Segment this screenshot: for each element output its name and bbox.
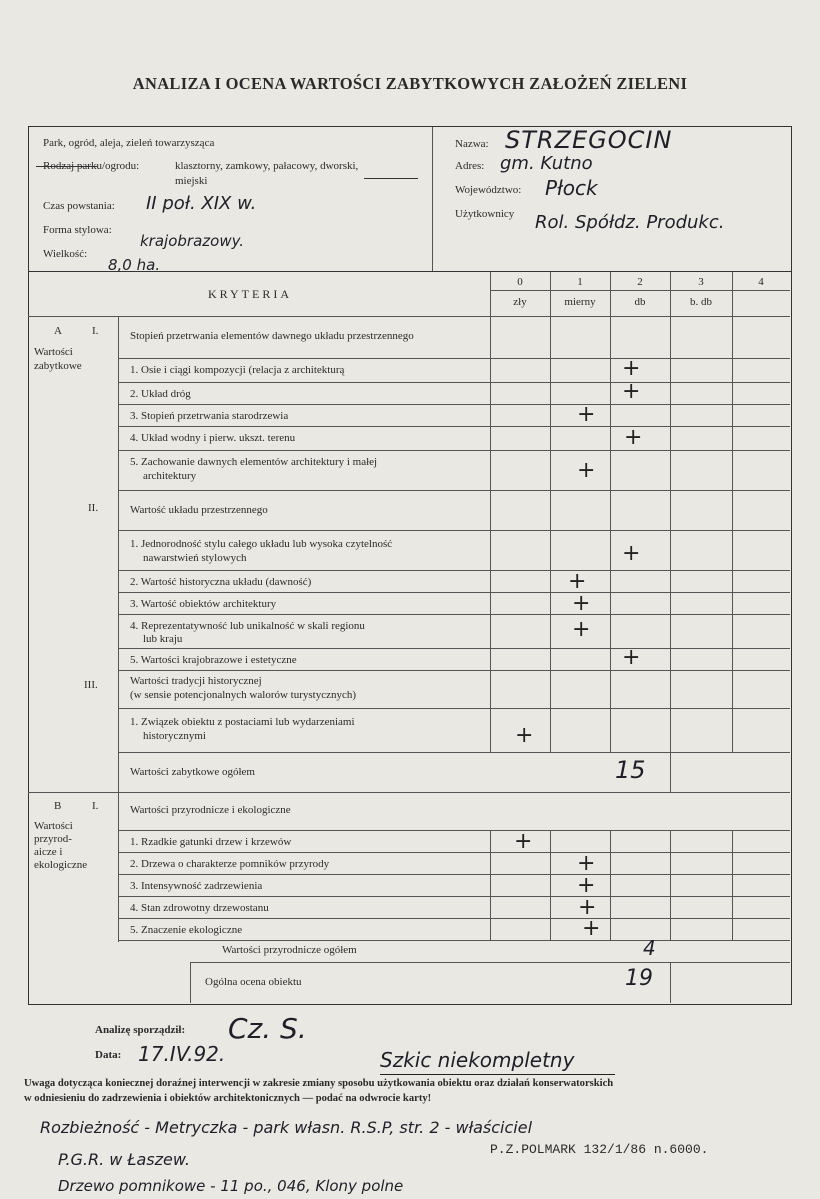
row-line <box>118 450 790 451</box>
rating-mark: + <box>578 895 597 920</box>
overall-value: 19 <box>625 966 653 991</box>
rating-mark: + <box>622 541 641 566</box>
row-line <box>118 874 790 875</box>
form-code: P.Z.POLMARK 132/1/86 n.6000. <box>490 1142 709 1157</box>
row-line <box>118 648 790 649</box>
overall-col-line <box>670 962 671 1003</box>
criterion-row-cont: historycznymi <box>143 730 206 742</box>
handwritten-note: Rozbieżność - Metryczka - park własn. R.S.P, str. 2 - właściciel <box>40 1118 533 1137</box>
uzytk-label: Użytkownicy <box>455 208 515 220</box>
rating-mark: + <box>572 591 591 616</box>
row-line <box>118 426 790 427</box>
rating-mark: + <box>622 645 641 670</box>
row-line <box>118 830 790 831</box>
forma-value: krajobrazowy. <box>140 232 245 250</box>
handwritten-note: P.G.R. w Łaszew. <box>58 1150 190 1169</box>
section-b-label: aicze i <box>34 846 63 858</box>
section-b-letter: B <box>54 800 62 812</box>
nazwa-value: STRZEGOCIN <box>505 126 673 154</box>
criterion-row: 1. Rzadkie gatunki drzew i krzewów <box>130 836 292 848</box>
group-title-cont: (w sensie potencjonalnych walorów turystycznych) <box>130 689 357 701</box>
row-line <box>118 530 790 531</box>
criterion-row: 5. Zachowanie dawnych elementów architektury i małej <box>130 456 378 468</box>
row-line <box>118 614 790 615</box>
criterion-row: 5. Wartości krajobrazowe i estetyczne <box>130 654 297 666</box>
section-b-label: ekologiczne <box>34 859 88 871</box>
analize-signature: Cz. S. <box>228 1012 307 1045</box>
row-line <box>118 896 790 897</box>
rating-mark: + <box>577 458 596 483</box>
section-a-roman-3: III. <box>84 679 98 691</box>
rodzaj-label: Rodzaj parku/ogrodu: <box>43 160 140 172</box>
rating-mark: + <box>577 873 596 898</box>
row-line <box>118 358 790 359</box>
rodzaj-options-2: miejski <box>175 175 208 187</box>
criterion-row-cont: architektury <box>143 470 197 482</box>
header-divider <box>432 127 433 271</box>
scale-word-1: mierny <box>564 296 596 308</box>
data-value: 17.IV.92. <box>138 1042 226 1066</box>
czas-value: II poł. XIX w. <box>146 193 257 214</box>
analize-label: Analizę sporządził: <box>95 1024 186 1036</box>
row-line <box>190 962 790 963</box>
woj-value: Płock <box>545 176 598 200</box>
nazwa-label: Nazwa: <box>455 138 489 150</box>
section-a-label: Wartości <box>34 346 73 358</box>
section-divider <box>28 792 790 793</box>
row-line <box>118 570 790 571</box>
section-a-letter: A <box>54 325 62 337</box>
group-title: Wartość układu przestrzennego <box>130 504 268 516</box>
section-a-roman-2: II. <box>88 502 99 514</box>
szkic-note: Szkic niekompletny <box>380 1048 575 1072</box>
forma-label: Forma stylowa: <box>43 224 112 236</box>
rating-mark: + <box>622 356 641 381</box>
czas-label: Czas powstania: <box>43 200 115 212</box>
wielkosc-label: Wielkość: <box>43 248 88 260</box>
wielkosc-value: 8,0 ha. <box>108 256 161 274</box>
criterion-row: 2. Drzewa o charakterze pomników przyrody <box>130 858 330 870</box>
overall-label: Ogólna ocena obiektu <box>205 976 302 988</box>
woj-label: Województwo: <box>455 184 522 196</box>
kryteria-label: KRYTERIA <box>208 287 292 301</box>
section-b-label: Wartości <box>34 820 73 832</box>
rating-mark: + <box>515 723 534 748</box>
scale-col-line <box>550 830 551 940</box>
section-b-label: przyrod- <box>34 833 72 845</box>
dworski-underline <box>364 178 418 179</box>
row-line <box>118 940 790 941</box>
scale-col-line <box>610 830 611 940</box>
criterion-row: 1. Jednorodność stylu całego układu lub wysoka czytelność <box>130 538 393 550</box>
total-a-value: 15 <box>615 756 646 784</box>
scale-word-2: db <box>634 296 646 308</box>
criterion-row: 1. Związek obiektu z postaciami lub wydarzeniami <box>130 716 355 728</box>
criterion-row: 4. Reprezentatywność lub unikalność w skali regionu <box>130 620 365 632</box>
rating-mark: + <box>577 402 596 427</box>
group-title: Wartości tradycji historycznej <box>130 675 262 687</box>
criterion-row: 2. Układ dróg <box>130 388 191 400</box>
row-line <box>118 708 790 709</box>
row-line <box>118 752 790 753</box>
adres-label: Adres: <box>455 160 485 172</box>
page-title: ANALIZA I OCENA WARTOŚCI ZABYTKOWYCH ZAŁOŻEŃ ZIELENI <box>132 74 688 93</box>
data-label: Data: <box>95 1049 122 1061</box>
rating-mark: + <box>572 617 591 642</box>
section-b-roman: I. <box>92 800 99 812</box>
criterion-row-cont: lub kraju <box>143 633 183 645</box>
scale-col-line <box>610 272 611 752</box>
scale-num-2: 2 <box>637 276 643 288</box>
section-a-roman: I. <box>92 325 99 337</box>
handwritten-note: Drzewo pomnikowe - 11 po., 046, Klony polne <box>58 1177 404 1195</box>
row-line <box>118 404 790 405</box>
rating-mark: + <box>582 916 601 941</box>
rating-mark: + <box>622 379 641 404</box>
total-b-value: 4 <box>643 936 656 960</box>
rating-mark: + <box>577 851 596 876</box>
group-title: Wartości przyrodnicze i ekologiczne <box>130 804 291 816</box>
row-line <box>118 852 790 853</box>
scale-word-0: zły <box>513 296 527 308</box>
scale-bottom-line <box>28 316 790 317</box>
adres-value: gm. Kutno <box>500 153 593 174</box>
criterion-row-cont: nawarstwień stylowych <box>143 552 247 564</box>
criterion-row: 4. Stan zdrowotny drzewostanu <box>130 902 269 914</box>
criterion-row: 2. Wartość historyczna układu (dawność) <box>130 576 312 588</box>
row-line <box>118 918 790 919</box>
row-line <box>118 490 790 491</box>
scale-word-3: b. db <box>690 296 712 308</box>
total-b-label: Wartości przyrodnicze ogółem <box>222 944 357 956</box>
row-line <box>118 592 790 593</box>
scale-num-4: 4 <box>758 276 764 288</box>
scale-row-line <box>490 290 790 291</box>
criterion-row: 3. Intensywność zadrzewienia <box>130 880 263 892</box>
section-col-line <box>118 792 119 942</box>
criterion-row: 3. Stopień przetrwania starodrzewia <box>130 410 289 422</box>
total-a-label: Wartości zabytkowe ogółem <box>130 766 255 778</box>
overall-col-line <box>190 962 191 1003</box>
scale-col-line <box>732 830 733 940</box>
row-line <box>118 382 790 383</box>
uwaga-note-cont: w odniesieniu do zadrzewienia i obiektów architektonicznych — podać na odwrocie karty! <box>24 1093 432 1104</box>
scale-col-line <box>550 272 551 752</box>
park-label: Park, ogród, aleja, zieleń towarzysząca <box>43 137 215 149</box>
uwaga-note: Uwaga dotycząca koniecznej doraźnej interwencji w zakresie zmiany sposobu użytkowania obiektu oraz działań konserwatorskich <box>24 1078 614 1089</box>
scale-num-1: 1 <box>577 276 583 288</box>
group-title: Stopień przetrwania elementów dawnego układu przestrzennego <box>130 330 414 342</box>
scale-col-line <box>670 830 671 940</box>
scale-num-0: 0 <box>517 276 523 288</box>
criterion-row: 5. Znaczenie ekologiczne <box>130 924 243 936</box>
scale-col-line <box>490 830 491 940</box>
rodzaj-options: klasztorny, zamkowy, pałacowy, dworski, <box>175 160 359 172</box>
rodzaj-strike <box>36 166 98 167</box>
scale-col-line <box>490 272 491 752</box>
criterion-row: 3. Wartość obiektów architektury <box>130 598 277 610</box>
scale-num-3: 3 <box>698 276 704 288</box>
criterion-row: 4. Układ wodny i pierw. ukszt. terenu <box>130 432 296 444</box>
criterion-row: 1. Osie i ciągi kompozycji (relacja z architekturą <box>130 364 345 376</box>
section-a-label: zabytkowe <box>34 360 82 372</box>
scale-col-line <box>732 272 733 752</box>
rating-mark: + <box>624 425 643 450</box>
rating-mark: + <box>514 829 533 854</box>
szkic-underline <box>380 1074 615 1075</box>
row-line <box>118 670 790 671</box>
scale-col-line <box>670 272 671 752</box>
section-col-line <box>118 317 119 792</box>
total-col-line <box>670 752 671 792</box>
rating-mark: + <box>568 569 587 594</box>
uzytk-value: Rol. Spółdz. Produkc. <box>535 212 725 233</box>
